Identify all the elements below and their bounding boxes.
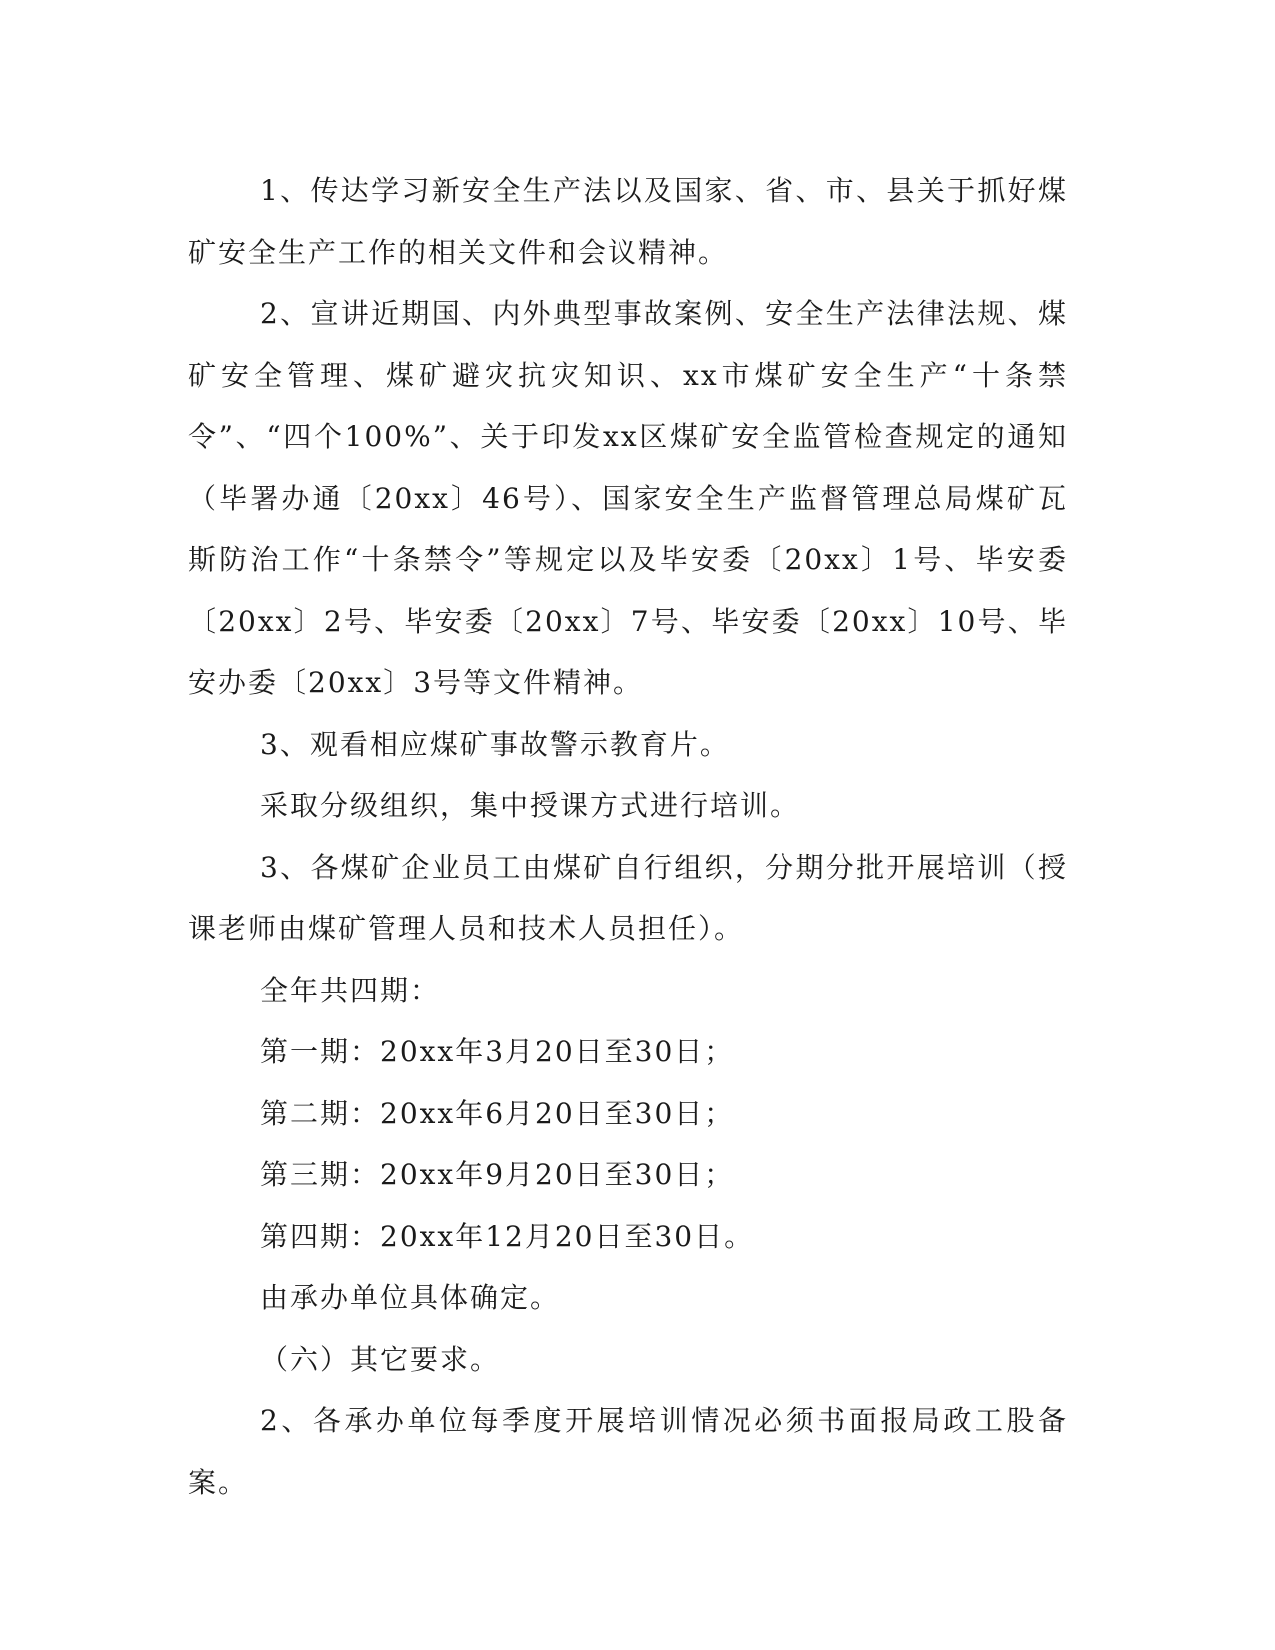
paragraph-content-2: 2、宣讲近期国、内外典型事故案例、安全生产法律法规、煤矿安全管理、煤矿避灾抗灾知识、xx市煤矿安全生产“十条禁令”、“四个100%”、关于印发xx区煤矿安全监管检查规定的通知（毕署办通〔20xx〕46号）、国家安全生产监督管理总局煤矿瓦斯防治工作“十条禁令”等规定以及毕安委〔20xx〕1号、毕安委〔20xx〕2号、毕安委〔20xx〕7号、毕安委〔20xx〕10号、毕安办委〔20xx〕3号等文件精神。 (188, 297, 1068, 699)
paragraph-host-unit: 由承办单位具体确定。 (260, 1281, 561, 1314)
paragraph-period-1: 第一期：20xx年3月20日至30日； (260, 1035, 735, 1068)
paragraph-schedule-intro: 全年共四期： (260, 973, 441, 1007)
section-heading-other-requirements: （六）其它要求。 (260, 1342, 501, 1376)
paragraph-content-1: 1、传达学习新安全生产法以及国家、省、市、县关于抓好煤矿安全生产工作的相关文件和会议精神。 (188, 174, 1068, 269)
paragraph-period-2: 第二期：20xx年6月20日至30日； (260, 1096, 735, 1130)
paragraph-requirement-2: 2、各承办单位每季度开展培训情况必须书面报局政工股备案。 (188, 1404, 1068, 1499)
document-body (188, 160, 1068, 1513)
paragraph-content-3: 3、观看相应煤矿事故警示教育片。 (260, 727, 730, 761)
paragraph-period-3: 第三期：20xx年9月20日至30日； (260, 1158, 735, 1191)
paragraph-training-method: 采取分级组织，集中授课方式进行培训。 (260, 789, 801, 822)
paragraph-period-4: 第四期：20xx年12月20日至30日。 (260, 1219, 755, 1253)
paragraph-organization: 3、各煤矿企业员工由煤矿自行组织，分期分批开展培训（授课老师由煤矿管理人员和技术人员担任）。 (188, 850, 1068, 945)
